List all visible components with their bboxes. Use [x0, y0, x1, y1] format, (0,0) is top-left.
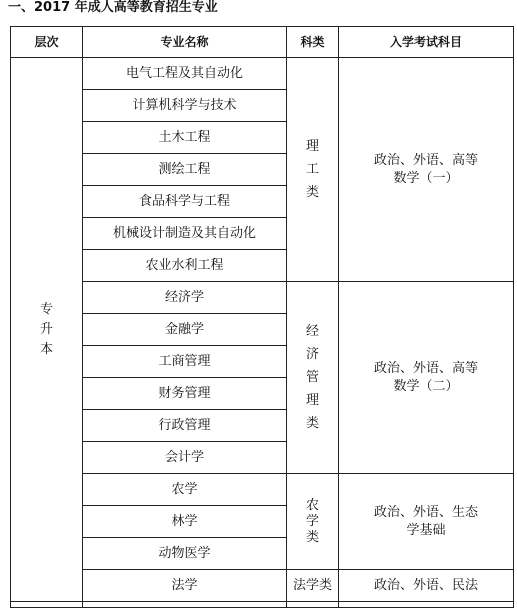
partial-cell — [339, 602, 514, 608]
exam-subjects-cell: 政治、外语、民法 — [339, 570, 514, 602]
table-row — [11, 570, 514, 602]
major-name: 金融学 — [83, 314, 287, 346]
major-name: 农学 — [83, 474, 287, 506]
major-name: 电气工程及其自动化 — [83, 58, 287, 90]
major-name: 行政管理 — [83, 410, 287, 442]
table-row — [11, 474, 514, 506]
major-name: 财务管理 — [83, 378, 287, 410]
table-row — [11, 282, 514, 314]
header-major-name: 专业名称 — [83, 27, 287, 58]
exam-subjects-cell: 政治、外语、高等数学（二） — [339, 282, 514, 474]
category-cell: 农学类 — [287, 474, 339, 570]
major-name: 林学 — [83, 506, 287, 538]
exam-subjects-cell: 政治、外语、高等数学（一） — [339, 58, 514, 282]
table-row — [11, 58, 514, 90]
major-name: 机械设计制造及其自动化 — [83, 218, 287, 250]
category-cell: 理工类 — [287, 58, 339, 282]
category-cell: 经济管理类 — [287, 282, 339, 474]
major-name: 经济学 — [83, 282, 287, 314]
header-category: 科类 — [287, 27, 339, 58]
partial-cell — [83, 602, 287, 608]
major-name: 计算机科学与技术 — [83, 90, 287, 122]
majors-table — [10, 26, 514, 608]
category-cell: 法学类 — [287, 570, 339, 602]
section-title: 一、2017 年成人高等教育招生专业 — [8, 0, 218, 15]
major-name: 法学 — [83, 570, 287, 602]
partial-cell — [287, 602, 339, 608]
major-name: 工商管理 — [83, 346, 287, 378]
header-exam-subjects: 入学考试科目 — [339, 27, 514, 58]
major-name: 农业水利工程 — [83, 250, 287, 282]
table-row-partial — [11, 602, 514, 608]
header-level: 层次 — [11, 27, 83, 58]
level-cell: 专升本 — [11, 58, 83, 602]
major-name: 测绘工程 — [83, 154, 287, 186]
exam-subjects-cell: 政治、外语、生态学基础 — [339, 474, 514, 570]
partial-cell — [11, 602, 83, 608]
major-name: 食品科学与工程 — [83, 186, 287, 218]
table-header-row — [11, 27, 514, 58]
major-name: 动物医学 — [83, 538, 287, 570]
major-name: 会计学 — [83, 442, 287, 474]
major-name: 土木工程 — [83, 122, 287, 154]
